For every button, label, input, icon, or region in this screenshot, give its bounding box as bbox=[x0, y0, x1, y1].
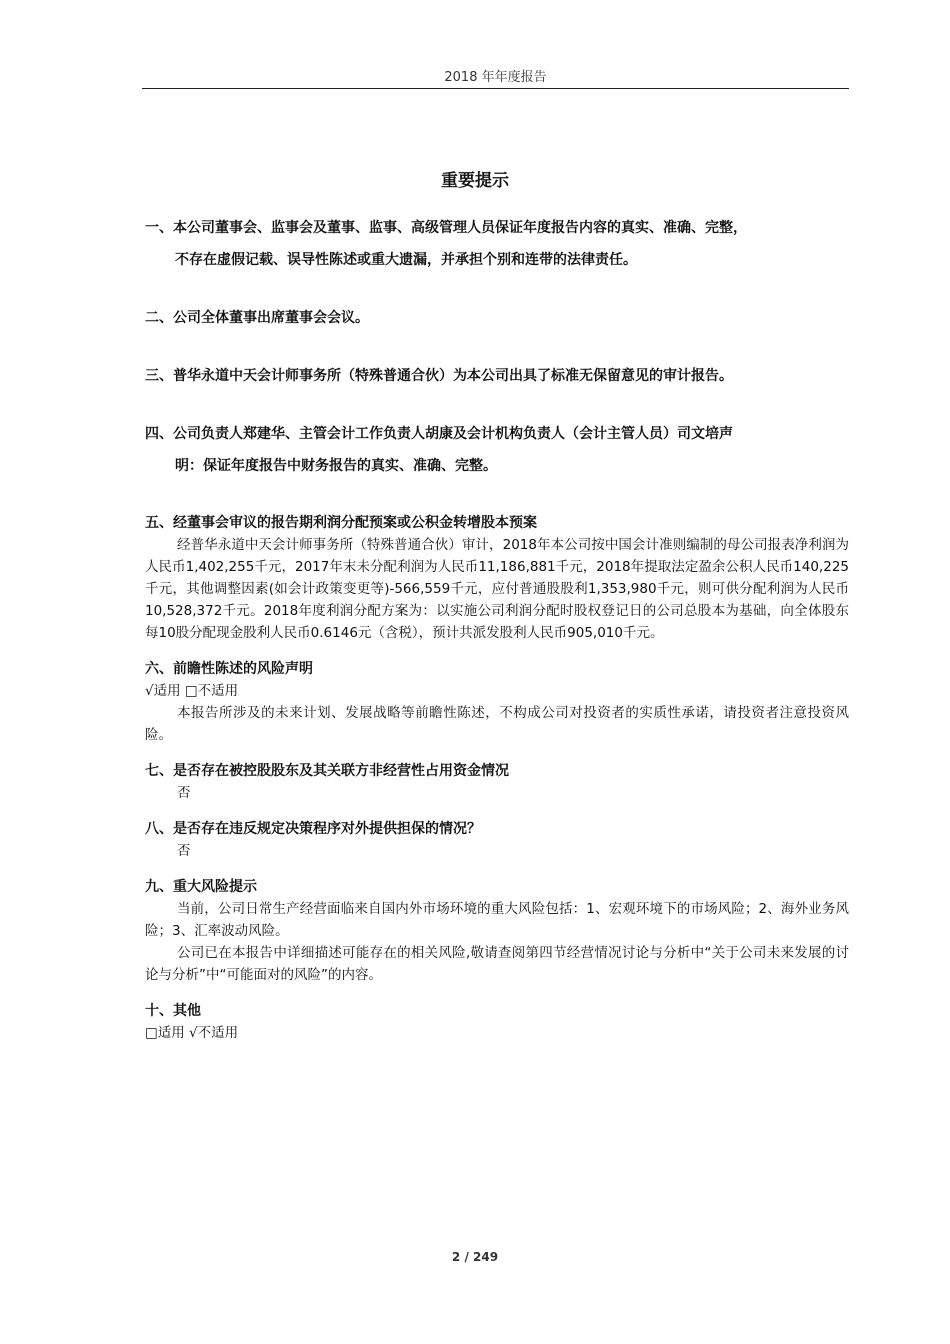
item-1 bbox=[145, 212, 849, 276]
item-4 bbox=[145, 418, 849, 482]
section-9 bbox=[145, 876, 849, 986]
section-10 bbox=[145, 1000, 849, 1044]
item-2-line1: 二、公司全体董事出席董事会会议。 bbox=[145, 310, 369, 326]
item-1-line2: 不存在虚假记载、误导性陈述或重大遗漏，并承担个别和连带的法律责任。 bbox=[175, 252, 637, 268]
item-2 bbox=[145, 302, 849, 334]
section-7-answer: 否 bbox=[177, 785, 191, 801]
section-7-title: 七、是否存在被控股股东及其关联方非经营性占用资金情况 bbox=[145, 763, 509, 779]
section-6-applicable: √适用 □不适用 bbox=[145, 683, 239, 699]
section-8-answer: 否 bbox=[177, 843, 191, 859]
section-9-title: 九、重大风险提示 bbox=[145, 879, 257, 895]
content bbox=[145, 212, 849, 1044]
document-title: 重要提示 bbox=[441, 171, 509, 191]
section-6 bbox=[145, 658, 849, 746]
section-6-title: 六、前瞻性陈述的风险声明 bbox=[145, 661, 313, 677]
item-3-line1: 三、普华永道中天会计师事务所（特殊普通合伙）为本公司出具了标准无保留意见的审计报告。 bbox=[145, 368, 733, 384]
section-5 bbox=[145, 512, 849, 644]
section-9-body1: 当前，公司日常生产经营面临来自国内外市场环境的重大风险包括：1、宏观环境下的市场风险；2、海外业务风险；3、汇率波动风险。 bbox=[145, 901, 849, 939]
section-8-title: 八、是否存在违反规定决策程序对外提供担保的情况？ bbox=[145, 821, 481, 837]
section-5-body: 经普华永道中天会计师事务所（特殊普通合伙）审计，2018年本公司按中国会计准则编制的母公司报表净利润为人民币1,402,255千元，2017年末未分配利润为人民币11,186,881千元，2018年提取法定盈余公积人民币140,225千元，其他调整因素(如会计政策变更等)-566,559千元，应付普通股股利1,353,980千元，则可供分配利润为人民币10,528,372千元。2018年度利润分配方案为：以实施公司利润分配时股权登记日的公司总股本为基础，向全体股东每10股分配现金股利人民币0.6146元（含税），预计共派发股利人民币905,010千元。 bbox=[145, 537, 849, 641]
running-header: 2018 年年度报告 bbox=[444, 70, 547, 85]
header-rule bbox=[142, 88, 849, 89]
page-number: 2 / 249 bbox=[451, 1250, 499, 1264]
section-10-title: 十、其他 bbox=[145, 1003, 201, 1019]
item-4-line1: 四、公司负责人郑建华、主管会计工作负责人胡康及会计机构负责人（会计主管人员）司文培声 bbox=[145, 426, 733, 442]
section-5-title: 五、经董事会审议的报告期利润分配预案或公积金转增股本预案 bbox=[145, 515, 537, 531]
section-9-body2: 公司已在本报告中详细描述可能存在的相关风险,敬请查阅第四节经营情况讨论与分析中“关于公司未来发展的讨论与分析”中“可能面对的风险”的内容。 bbox=[145, 945, 849, 983]
section-8 bbox=[145, 818, 849, 862]
section-10-applicable: □适用 √不适用 bbox=[145, 1025, 239, 1041]
item-3 bbox=[145, 360, 849, 392]
item-1-line1: 一、本公司董事会、监事会及董事、监事、高级管理人员保证年度报告内容的真实、准确、完整， bbox=[145, 220, 747, 236]
section-6-body: 本报告所涉及的未来计划、发展战略等前瞻性陈述，不构成公司对投资者的实质性承诺，请投资者注意投资风险。 bbox=[145, 705, 849, 743]
section-7 bbox=[145, 760, 849, 804]
item-4-line2: 明：保证年度报告中财务报告的真实、准确、完整。 bbox=[175, 458, 497, 474]
